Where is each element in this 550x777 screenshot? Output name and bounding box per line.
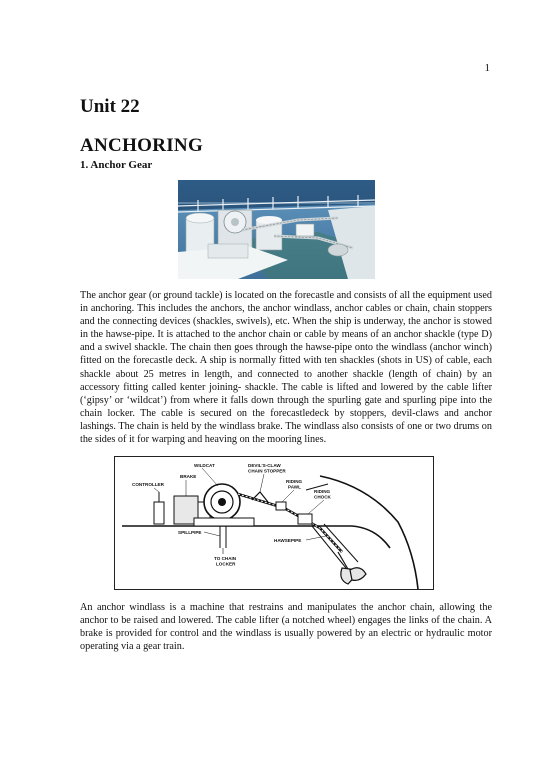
label-hawsepipe: HAWSEPIPE [274,538,302,543]
label-spillpipe: SPILLPIPE [178,530,202,535]
anchor-gear-paragraph: The anchor gear (or ground tackle) is located on the forecastle and consists of all the equipment used in anchoring. This includes the anchors, the anchor windlass, anchor cables or chain, chain stoppers and the connecting devices (shackles, swivels), etc. When the ship is underway, the anchor is stowed in the hawse-pipe. It is attached to the anchor chain or cable by means of an anchor shackle (type D) and a swivel shackle. The chain then goes through the hawse-pipe onto the windlass (anchor winch) fitted on the forecastle deck. A ship is normally fitted with ten shackles (shots in US) of cable, each shackle about 25 metres in length, and connected to another shackle (length of chain) by an accessory fitting called kenter joining- shackle. The cable is lifted and lowered by the cable lifter (‘gipsy’ or ‘wildcat’) from where it falls down through the spurling gate and spurling pipe into the chain locker. The cable is secured on the forecastledeck by stoppers, devil-claws and anchor lashings. The chain is held by the windlass brake. The windlass also consists of one or two drums on the sides of it for warping and heaving on the mooring lines. [80,290,492,446]
page-number: 1 [484,62,490,74]
label-riding-chock-line2: CHOCK [314,494,331,500]
label-to-chain-locker-line2: LOCKER [216,561,236,567]
label-chain-stopper: CHAIN STOPPER [248,468,286,474]
label-to-chain-locker-line1: TO CHAIN [214,556,237,561]
unit-title: Unit 22 [80,96,140,117]
label-riding-pawl-line2: PAWL [288,484,301,490]
label-wildcat: WILDCAT [194,463,215,468]
chapter-title: ANCHORING [80,135,204,156]
label-riding-chock-line1: RIDING [314,489,331,494]
label-controller: CONTROLLER [132,482,164,487]
anchor-windlass-photo [178,180,375,279]
label-devils-claw: DEVIL'S-CLAW [248,463,281,468]
label-riding-pawl-line1: RIDING [286,479,303,484]
windlass-paragraph: An anchor windlass is a machine that restrains and manipulates the anchor chain, allowing the anchor to be raised and lowered. The cable lifter (a notched wheel) engages the links of the chain. A brake is provided for control and the windlass is usually powered by an electric or hydraulic motor operating via a gear train. [80,602,492,653]
windlass-diagram [114,456,434,590]
section-title: 1. Anchor Gear [80,159,153,171]
label-brake: BRAKE [180,474,197,479]
